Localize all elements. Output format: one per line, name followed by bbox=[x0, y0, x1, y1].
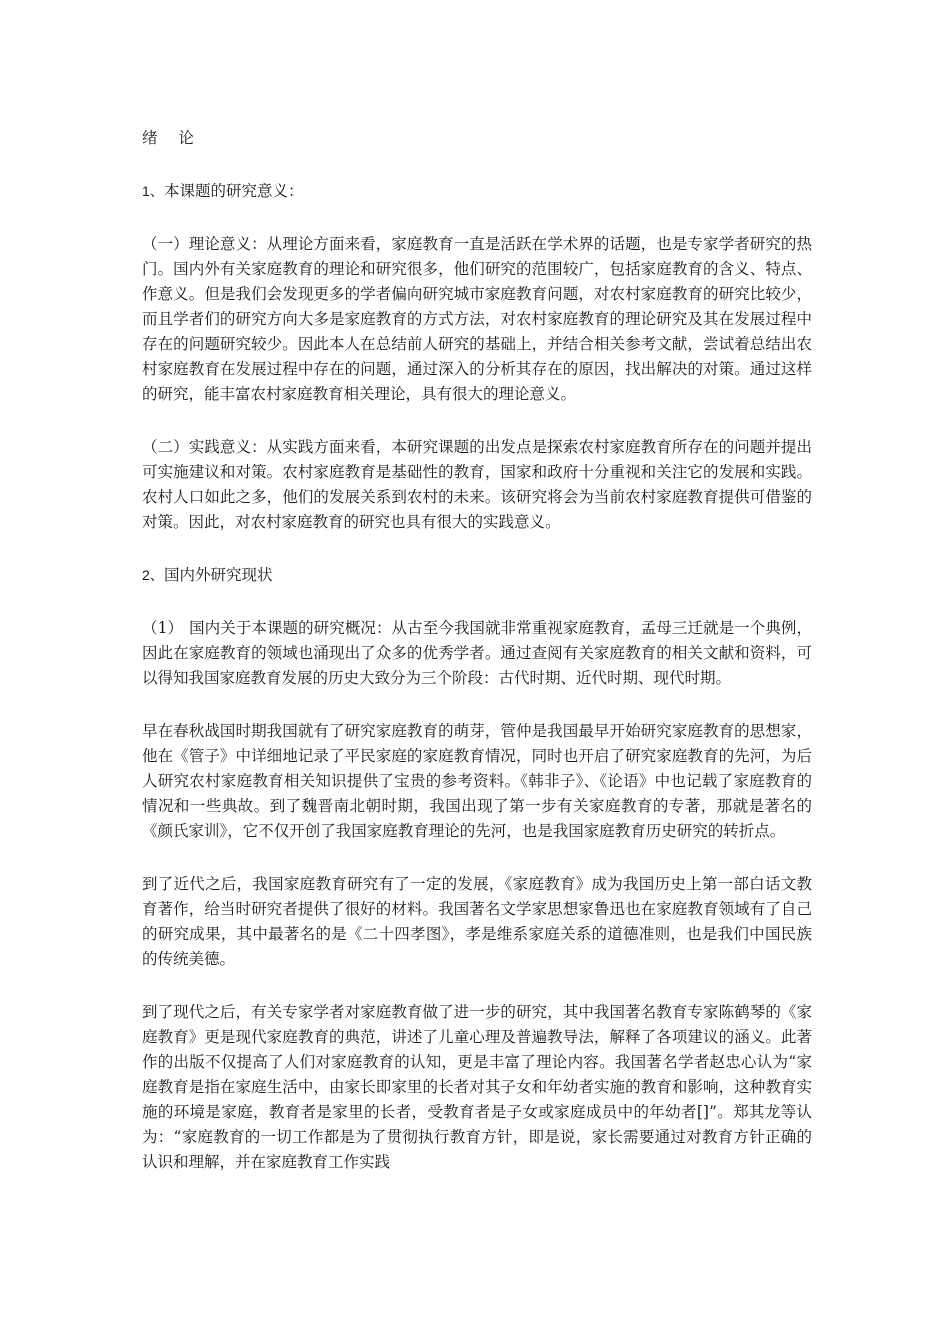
section-1-number: 1、 bbox=[142, 183, 164, 199]
document-body bbox=[142, 126, 812, 1203]
section-1-heading-text: 本课题的研究意义： bbox=[164, 182, 304, 200]
section-2-heading bbox=[142, 563, 812, 588]
paragraph-practice-significance: （二）实践意义：从实践方面来看，本研究课题的出发点是探索农村家庭教育所存在的问题并提出可实施建议和对策。农村家庭教育是基础性的教育，国家和政府十分重视和关注它的发展和实践。农村人口如此之多，他们的发展关系到农村的未来。该研究将会为当前农村家庭教育提供可借鉴的对策。因此，对农村家庭教育的研究也具有很大的实践意义。 bbox=[142, 438, 812, 531]
paragraph-domestic-overview bbox=[142, 616, 812, 691]
section-1-heading bbox=[142, 179, 812, 204]
document-title: 绪 论 bbox=[142, 129, 202, 147]
section-2-heading-text: 国内外研究现状 bbox=[164, 566, 273, 584]
section-2-number: 2、 bbox=[142, 567, 164, 583]
subsection-number: （1） bbox=[142, 619, 184, 637]
paragraph-domestic-overview-text: 国内关于本课题的研究概况：从古至今我国就非常重视家庭教育，孟母三迁就是一个典例，因此在家庭教育的领域也涌现出了众多的优秀学者。通过查阅有关家庭教育的相关文献和资料，可以得知我国家庭教育发展的历史大致分为三个阶段：古代时期、近代时期、现代时期。 bbox=[142, 619, 812, 687]
paragraph-modern-period: 到了近代之后，我国家庭教育研究有了一定的发展，《家庭教育》成为我国历史上第一部白话文教育著作，给当时研究者提供了很好的材料。我国著名文学家思想家鲁迅也在家庭教育领域有了自己的研究成果，其中最著名的是《二十四孝图》，孝是维系家庭关系的道德准则，也是我们中国民族的传统美德。 bbox=[142, 875, 812, 968]
paragraph-theory-significance: （一）理论意义：从理论方面来看，家庭教育一直是活跃在学术界的话题，也是专家学者研究的热门。国内外有关家庭教育的理论和研究很多，他们研究的范围较广，包括家庭教育的含义、特点、作意义。但是我们会发现更多的学者偏向研究城市家庭教育问题，对农村家庭教育的研究比较少，而且学者们的研究方向大多是家庭教育的方式方法，对农村家庭教育的理论研究及其在发展过程中存在的问题研究较少。因此本人在总结前人研究的基础上，并结合相关参考文献，尝试着总结出农村家庭教育在发展过程中存在的问题，通过深入的分析其存在的原因，找出解决的对策。通过这样的研究，能丰富农村家庭教育相关理论，具有很大的理论意义。 bbox=[142, 235, 812, 403]
paragraph-ancient-period: 早在春秋战国时期我国就有了研究家庭教育的萌芽，管仲是我国最早开始研究家庭教育的思想家，他在《管子》中详细地记录了平民家庭的家庭教育情况，同时也开启了研究家庭教育的先河，为后人研究农村家庭教育相关知识提供了宝贵的参考资料。《韩非子》、《论语》中也记载了家庭教育的情况和一些典故。到了魏晋南北朝时期，我国出现了第一步有关家庭教育的专著，那就是著名的《颜氏家训》，它不仅开创了我国家庭教育理论的先河，也是我国家庭教育历史研究的转折点。 bbox=[142, 722, 812, 840]
paragraph-contemporary-period: 到了现代之后，有关专家学者对家庭教育做了进一步的研究，其中我国著名教育专家陈鹤琴的《家庭教育》更是现代家庭教育的典范，讲述了儿童心理及普遍教导法，解释了各项建议的涵义。此著作的出版不仅提高了人们对家庭教育的认知，更是丰富了理论内容。我国著名学者赵忠心认为“家庭教育是指在家庭生活中，由家长即家里的长者对其子女和年幼者实施的教育和影响，这种教育实施的环境是家庭，教育者是家里的长者，受教育者是子女或家庭成员中的年幼者[]”。郑其龙等认为：“家庭教育的一切工作都是为了贯彻执行教育方针，即是说，家长需要通过对教育方针正确的认识和理解，并在家庭教育工作实践 bbox=[142, 1003, 812, 1171]
